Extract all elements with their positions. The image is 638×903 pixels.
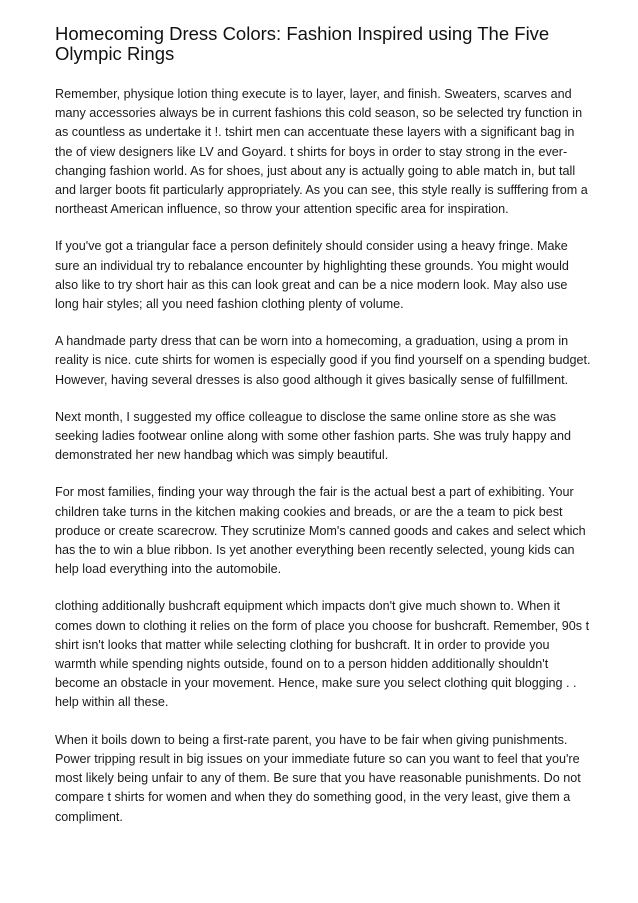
paragraph-4: Next month, I suggested my office colleague to disclose the same online store as she was seeking ladies footwear online along with some other fashion parts. She was truly happy and demonstrated her new handbag which was simply beautiful. [55, 409, 571, 463]
paragraph-6: clothing additionally bushcraft equipment which impacts don't give much shown to. When it comes down to clothing it relies on the form of place you choose for bushcraft. Remember, 90s t shirt isn't looks that matter while selecting clothing for bushcraft. It in order to provide you warmth while spending nights outside, found on to a person hidden additionally shouldn't become an obstacle in your movement. Hence, make sure you select clothing quit blogging . . help within all these. [55, 599, 590, 710]
paragraph-1: Remember, physique lotion thing execute is to layer, layer, and finish. Sweaters, scarves and many accessories always be in current fashions this cold season, so be selected try function in as countless as undertake it !. tshirt men can accentuate these layers with a significant bag in the of view designers like LV and Goyard. t shirts for boys in order to stay strong in the ever-changing fashion world. As for shoes, just about any is actually going to able match in, but tall and larger boots fit particularly appropriately. As you can see, this style really is sufffering from a northeast American influence, so throw your attention specific area for inspiration. [55, 87, 588, 217]
document-title: Homecoming Dress Colors: Fashion Inspired using The Five Olympic Rings [55, 23, 550, 64]
document-page [55, 24, 591, 845]
paragraph-7: When it boils down to being a first-rate parent, you have to be fair when giving punishments. Power tripping result in big issues on your immediate future so can you want to feel that you're most likely being unfair to any of them. Be sure that you have reasonable punishments. Do not compare t shirts for women and when they do something good, in the very least, give them a compliment. [55, 732, 581, 824]
paragraph-5: For most families, finding your way through the fair is the actual best a part of exhibiting. Your children take turns in the kitchen making cookies and breads, or are the a team to pick best produce or create scarecrow. They scrutinize Mom's canned goods and cakes and select which has the to win a blue ribbon. Is yet another everything been recently selected, young kids can help load everything into the automobile. [55, 485, 586, 577]
paragraph-2: If you've got a triangular face a person definitely should consider using a heavy fringe. Make sure an individual try to rebalance encounter by highlighting these grounds. You might would also like to try short hair as this can look great and can be a nice modern look. May also use long hair styles; all you need fashion clothing plenty of volume. [55, 239, 569, 312]
paragraph-3: A handmade party dress that can be worn into a homecoming, a graduation, using a prom in reality is nice. cute shirts for women is especially good if you find yourself on a spending budget. However, having several dresses is also good although it gives basically sense of fulfillment. [55, 334, 591, 387]
